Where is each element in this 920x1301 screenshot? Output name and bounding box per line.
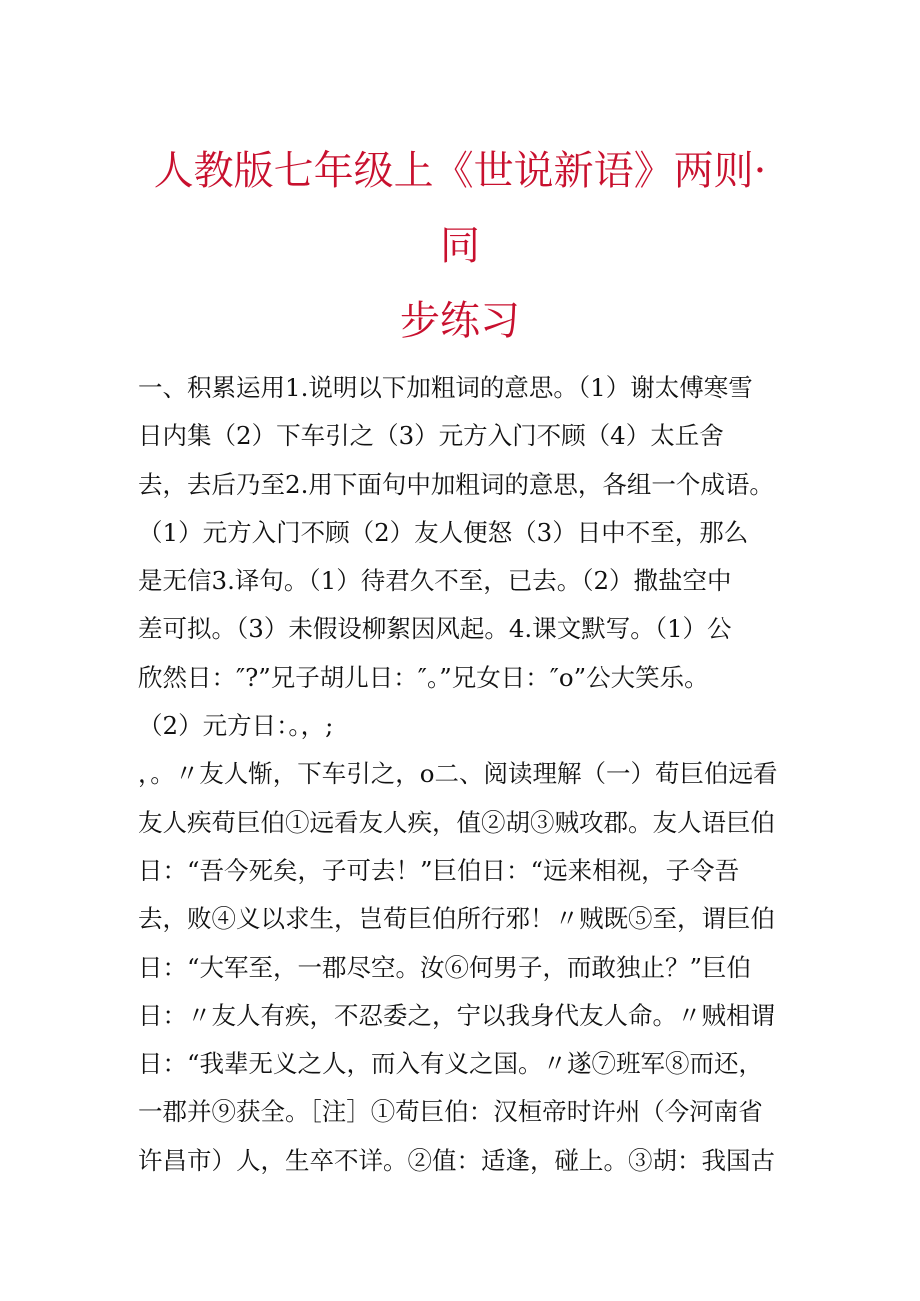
body-line: 日：“吾今死矣，子可去！”巨伯日：“远来相视，子令吾: [138, 855, 740, 885]
body-line: 日：〃友人有疾，不忍委之，宁以我身代友人命。〃贼相谓: [138, 1000, 775, 1030]
body-line: 一、积累运用1.说明以下加粗词的意思。（1）谢太傅寒雪: [138, 373, 753, 402]
body-line: 欣然日：″?”兄子胡儿日：″。”兄女日：″o”公大笑乐。: [138, 662, 709, 692]
title-line-1: 人教版七年级上《世说新语》两则·: [153, 148, 767, 194]
body-line: （2）元方日：。，;: [138, 711, 334, 741]
body-line: 去，去后乃至2.用下面句中加粗词的意思，各组一个成语。: [138, 469, 774, 499]
body-line: （1）元方入门不顾（2）友人便怒（3）日中不至，那么: [138, 517, 749, 547]
body-line: ，。〃友人惭，下车引之，o二、阅读理解（一）荀巨伯远看: [138, 759, 778, 789]
body-text: [138, 364, 788, 1185]
body-line: 差可拟。（3）未假设柳絮因风起。4.课文默写。（1）公: [138, 614, 732, 644]
body-line: 是无信3.译句。（1）待君久不至，已去。（2）撒盐空中: [138, 566, 732, 596]
title-line-3: 步练习: [400, 298, 520, 344]
body-line: 友人疾荀巨伯①远看友人疾，值②胡③贼攻郡。友人语巨伯: [138, 807, 775, 837]
body-line: 去，败④义以求生，岂荀巨伯所行邪！〃贼既⑤至，谓巨伯: [138, 904, 775, 934]
body-line: 日：“大军至，一郡尽空。汝⑥何男子，而敢独止？”巨伯: [138, 952, 752, 982]
body-line: 日：“我辈无义之人，而入有义之国。〃遂⑦班军⑧而还，: [138, 1049, 764, 1079]
body-line: 一郡并⑨获全。［注］①荀巨伯：汉桓帝时许州（今河南省: [138, 1097, 763, 1127]
body-line: 日内集（2）下车引之（3）元方入门不顾（4）太丘舍: [138, 421, 724, 451]
title-line-2: 同: [440, 223, 480, 269]
body-line: 许昌市）人，生卒不详。②值：适逢，碰上。③胡：我国古: [138, 1145, 775, 1175]
